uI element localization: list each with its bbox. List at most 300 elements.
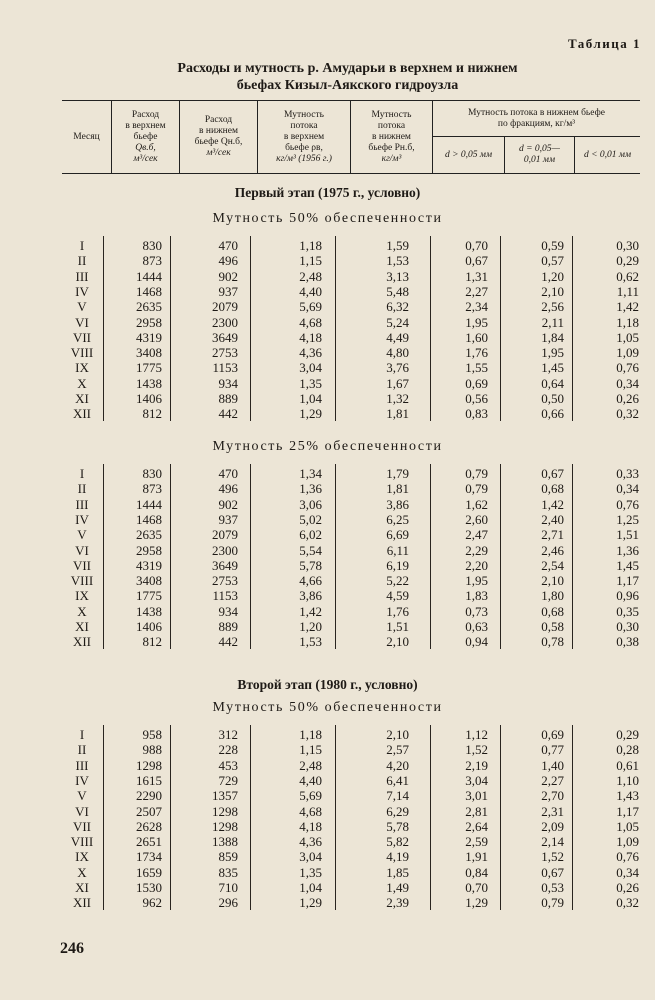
q-upper-cell: 1438 — [136, 603, 162, 619]
rho-upper-cell: 5,02 — [299, 511, 322, 527]
rho-lower-cell: 6,29 — [386, 803, 409, 819]
month-cell: III — [75, 268, 89, 284]
rho-upper-cell: 1,29 — [299, 895, 322, 911]
rho-lower-cell: 5,22 — [386, 573, 409, 589]
rho-upper-cell: 3,86 — [299, 588, 322, 604]
column-rule — [170, 236, 171, 421]
rho-upper-cell: 5,69 — [299, 788, 322, 804]
q-lower-cell: 889 — [218, 619, 238, 634]
frac-medium-cell: 0,50 — [541, 391, 564, 406]
frac-fine-cell: 1,09 — [616, 834, 639, 850]
frac-fine-cell: 0,38 — [616, 634, 639, 650]
q-upper-cell: 4319 — [136, 329, 162, 345]
q-lower-cell: 296 — [218, 895, 238, 911]
frac-medium-cell: 2,10 — [541, 283, 564, 299]
frac-coarse-cell: 1,95 — [465, 314, 488, 330]
q-upper-cell: 873 — [142, 253, 162, 269]
header-line: d = 0,05— — [519, 144, 560, 154]
month-cell: IX — [75, 849, 89, 865]
q-lower-cell: 496 — [218, 253, 238, 269]
rho-upper-cell: 3,04 — [299, 360, 322, 376]
frac-medium-cell: 2,56 — [541, 299, 564, 315]
frac-medium-cell: 2,54 — [541, 557, 564, 573]
q-lower-cell: 312 — [218, 727, 238, 742]
column-rule — [170, 725, 171, 910]
table-row — [0, 604, 655, 619]
frac-coarse-cell: 1,29 — [465, 895, 488, 911]
rho-lower-cell: 2,57 — [386, 742, 409, 758]
rho-lower-cell: 6,25 — [386, 511, 409, 527]
column-rule — [250, 464, 251, 649]
month-cell: III — [75, 757, 89, 773]
q-upper-cell: 812 — [142, 634, 162, 650]
frac-medium-cell: 0,64 — [541, 375, 564, 391]
rho-lower-cell: 1,67 — [386, 375, 409, 391]
month-cell: V — [77, 299, 87, 315]
month-cell: IX — [75, 360, 89, 376]
header-line: бьефе Qн.б, — [194, 137, 243, 147]
month-cell: II — [77, 742, 87, 758]
q-lower-cell: 470 — [218, 238, 238, 253]
header-line: Мутность — [371, 109, 412, 120]
month-cell: I — [79, 466, 85, 481]
frac-fine-cell: 0,33 — [616, 466, 639, 481]
rho-lower-cell: 1,81 — [386, 406, 409, 422]
q-upper-cell: 1298 — [136, 757, 162, 773]
frac-medium-cell: 1,84 — [541, 329, 564, 345]
table-row — [0, 834, 655, 849]
frac-fine-cell: 1,17 — [616, 573, 639, 589]
q-upper-cell: 1659 — [136, 864, 162, 880]
month-cell: IV — [75, 283, 89, 299]
column-rule — [572, 725, 573, 910]
q-upper-cell: 1615 — [136, 772, 162, 788]
table-title-line-2: бьефах Кизыл-Аякского гидроузла — [236, 78, 459, 93]
table-row — [0, 758, 655, 773]
rho-upper-cell: 1,18 — [299, 238, 322, 253]
q-lower-cell: 859 — [218, 849, 238, 865]
q-lower-cell: 1298 — [212, 803, 238, 819]
rho-upper-cell: 5,78 — [299, 557, 322, 573]
header-month — [62, 101, 112, 173]
frac-medium-cell: 0,59 — [541, 238, 564, 253]
q-upper-cell: 1468 — [136, 511, 162, 527]
header-line: Расход — [204, 115, 233, 125]
header-line: Мутность потока в нижнем бьефе — [468, 107, 605, 118]
column-rule — [103, 725, 104, 910]
frac-coarse-cell: 0,94 — [465, 634, 488, 650]
rho-upper-cell: 4,68 — [299, 803, 322, 819]
frac-medium-cell: 0,78 — [541, 634, 564, 650]
month-cell: I — [79, 238, 85, 253]
column-rule — [335, 725, 336, 910]
frac-fine-cell: 0,76 — [616, 496, 639, 512]
rho-upper-cell: 4,40 — [299, 283, 322, 299]
q-lower-cell: 1153 — [212, 588, 238, 604]
q-lower-cell: 228 — [218, 742, 238, 758]
month-cell: X — [77, 603, 87, 619]
header-line: кг/м³ (1956 г.) — [276, 153, 332, 164]
rho-lower-cell: 1,79 — [386, 466, 409, 481]
q-lower-cell: 1153 — [212, 360, 238, 376]
frac-coarse-cell: 1,31 — [465, 268, 488, 284]
q-upper-cell: 1775 — [136, 588, 162, 604]
table-row — [0, 330, 655, 345]
frac-fine-cell: 0,29 — [616, 253, 639, 269]
table-row — [0, 512, 655, 527]
month-cell: V — [77, 788, 87, 804]
frac-medium-cell: 0,57 — [541, 253, 564, 269]
month-cell: X — [77, 375, 87, 391]
header-line: потока — [377, 120, 406, 131]
rho-lower-cell: 1,59 — [386, 238, 409, 253]
frac-coarse-cell: 0,63 — [465, 619, 488, 634]
q-lower-cell: 937 — [218, 283, 238, 299]
rho-lower-cell: 3,86 — [386, 496, 409, 512]
frac-coarse-cell: 2,81 — [465, 803, 488, 819]
rho-lower-cell: 2,10 — [386, 634, 409, 650]
header-frac-coarse — [433, 137, 505, 173]
table-row — [0, 269, 655, 284]
rho-upper-cell: 4,66 — [299, 573, 322, 589]
frac-medium-cell: 2,11 — [541, 314, 564, 330]
q-upper-cell: 812 — [142, 406, 162, 422]
frac-coarse-cell: 2,47 — [465, 527, 488, 543]
frac-medium-cell: 1,42 — [541, 496, 564, 512]
frac-medium-cell: 1,40 — [541, 757, 564, 773]
table-row — [0, 543, 655, 558]
frac-fine-cell: 0,96 — [616, 588, 639, 604]
frac-medium-cell: 1,45 — [541, 360, 564, 376]
frac-medium-cell: 2,40 — [541, 511, 564, 527]
frac-fine-cell: 1,36 — [616, 542, 639, 558]
frac-coarse-cell: 0,79 — [465, 481, 488, 497]
month-cell: III — [75, 496, 89, 512]
frac-medium-cell: 1,95 — [541, 345, 564, 361]
frac-fine-cell: 1,25 — [616, 511, 639, 527]
frac-coarse-cell: 1,62 — [465, 496, 488, 512]
header-frac-coarse-label: d > 0,05 мм — [444, 149, 493, 160]
rho-upper-cell: 1,18 — [299, 727, 322, 742]
table-row — [0, 391, 655, 406]
q-lower-cell: 442 — [218, 406, 238, 422]
q-lower-cell: 1357 — [212, 788, 238, 804]
frac-fine-cell: 1,09 — [616, 345, 639, 361]
frac-coarse-cell: 2,59 — [465, 834, 488, 850]
frac-coarse-cell: 2,19 — [465, 757, 488, 773]
column-rule — [430, 236, 431, 421]
frac-medium-cell: 2,14 — [541, 834, 564, 850]
table-row — [0, 406, 655, 421]
frac-coarse-cell: 3,01 — [465, 788, 488, 804]
q-upper-cell: 1530 — [136, 880, 162, 895]
frac-medium-cell: 0,58 — [541, 619, 564, 634]
column-rule — [170, 464, 171, 649]
rho-lower-cell: 5,82 — [386, 834, 409, 850]
header-frac-medium — [505, 137, 575, 173]
header-line: Qв.б, — [135, 142, 156, 153]
header-fractions-group — [433, 101, 640, 137]
page-number: 246 — [60, 940, 84, 957]
q-upper-cell: 962 — [142, 895, 162, 911]
frac-medium-cell: 0,67 — [541, 466, 564, 481]
table-row — [0, 497, 655, 512]
frac-fine-cell: 0,76 — [616, 849, 639, 865]
month-cell: XII — [72, 406, 92, 422]
month-cell: II — [77, 481, 87, 497]
rho-lower-cell: 4,59 — [386, 588, 409, 604]
rho-lower-cell: 2,39 — [386, 895, 409, 911]
frac-coarse-cell: 1,60 — [465, 329, 488, 345]
rho-upper-cell: 2,48 — [299, 268, 322, 284]
month-cell: XI — [75, 391, 89, 406]
frac-medium-cell: 1,52 — [541, 849, 564, 865]
month-cell: I — [79, 727, 85, 742]
header-line: в верхнем — [125, 120, 166, 131]
table-row — [0, 804, 655, 819]
q-lower-cell: 1388 — [212, 834, 238, 850]
frac-coarse-cell: 0,70 — [465, 238, 488, 253]
month-cell: VII — [72, 329, 92, 345]
month-cell: VII — [72, 557, 92, 573]
table-row — [0, 253, 655, 268]
q-lower-cell: 2079 — [212, 299, 238, 315]
q-lower-cell: 453 — [218, 757, 238, 773]
rho-lower-cell: 1,49 — [386, 880, 409, 895]
frac-coarse-cell: 2,60 — [465, 511, 488, 527]
column-rule — [335, 464, 336, 649]
q-upper-cell: 4319 — [136, 557, 162, 573]
frac-fine-cell: 0,35 — [616, 603, 639, 619]
table-row — [0, 634, 655, 649]
frac-medium-cell: 2,27 — [541, 772, 564, 788]
header-line: бьефе — [133, 131, 158, 142]
frac-medium-cell: 0,66 — [541, 406, 564, 422]
frac-medium-cell: 2,71 — [541, 527, 564, 543]
frac-fine-cell: 1,11 — [616, 283, 639, 299]
frac-coarse-cell: 1,91 — [465, 849, 488, 865]
rho-upper-cell: 1,35 — [299, 375, 322, 391]
frac-medium-cell: 0,67 — [541, 864, 564, 880]
month-cell: VI — [75, 803, 89, 819]
table-row — [0, 788, 655, 803]
rho-upper-cell: 4,36 — [299, 345, 322, 361]
frac-medium-cell: 2,31 — [541, 803, 564, 819]
frac-fine-cell: 1,51 — [616, 527, 639, 543]
header-line: в нижнем — [372, 131, 411, 142]
q-lower-cell: 2300 — [212, 314, 238, 330]
rho-lower-cell: 4,80 — [386, 345, 409, 361]
frac-fine-cell: 0,34 — [616, 375, 639, 391]
q-lower-cell: 470 — [218, 466, 238, 481]
rho-lower-cell: 6,32 — [386, 299, 409, 315]
q-lower-cell: 442 — [218, 634, 238, 650]
header-line: м³/сек — [133, 153, 158, 164]
table-row — [0, 466, 655, 481]
rho-upper-cell: 3,04 — [299, 849, 322, 865]
frac-fine-cell: 1,43 — [616, 788, 639, 804]
frac-medium-cell: 0,77 — [541, 742, 564, 758]
table-row — [0, 360, 655, 375]
table-row — [0, 619, 655, 634]
rho-upper-cell: 1,15 — [299, 253, 322, 269]
column-rule — [103, 464, 104, 649]
frac-coarse-cell: 1,52 — [465, 742, 488, 758]
stage-heading: Второй этап (1980 г., условно) — [237, 677, 418, 692]
table-row — [0, 558, 655, 573]
rho-upper-cell: 5,69 — [299, 299, 322, 315]
frac-medium-cell: 2,46 — [541, 542, 564, 558]
frac-fine-cell: 0,32 — [616, 406, 639, 422]
frac-coarse-cell: 0,69 — [465, 375, 488, 391]
section-subtitle: Мутность 25% обеспеченности — [212, 439, 443, 454]
q-upper-cell: 1444 — [136, 496, 162, 512]
q-upper-cell: 958 — [142, 727, 162, 742]
q-lower-cell: 934 — [218, 603, 238, 619]
q-upper-cell: 830 — [142, 238, 162, 253]
frac-coarse-cell: 2,29 — [465, 542, 488, 558]
q-upper-cell: 1406 — [136, 391, 162, 406]
q-upper-cell: 2628 — [136, 818, 162, 834]
table-row — [0, 573, 655, 588]
header-line: потока — [290, 120, 318, 131]
rho-upper-cell: 4,40 — [299, 772, 322, 788]
column-rule — [103, 236, 104, 421]
rho-upper-cell: 3,06 — [299, 496, 322, 512]
month-cell: VI — [75, 542, 89, 558]
rho-lower-cell: 6,19 — [386, 557, 409, 573]
q-upper-cell: 988 — [142, 742, 162, 758]
stage-heading: Первый этап (1975 г., условно) — [234, 185, 421, 200]
frac-coarse-cell: 2,20 — [465, 557, 488, 573]
header-month-label: Месяц — [73, 131, 100, 142]
column-rule — [430, 464, 431, 649]
table-header — [62, 100, 640, 174]
header-line: в нижнем — [199, 126, 238, 136]
header-line: кг/м³ — [381, 153, 402, 164]
table-row — [0, 527, 655, 542]
section-subtitle: Мутность 50% обеспеченности — [212, 700, 443, 715]
frac-coarse-cell: 0,56 — [465, 391, 488, 406]
rho-lower-cell: 4,49 — [386, 329, 409, 345]
month-cell: VIII — [70, 573, 94, 589]
q-upper-cell: 3408 — [136, 345, 162, 361]
frac-coarse-cell: 1,83 — [465, 588, 488, 604]
rho-lower-cell: 3,76 — [386, 360, 409, 376]
rho-lower-cell: 5,78 — [386, 818, 409, 834]
q-upper-cell: 2651 — [136, 834, 162, 850]
rho-lower-cell: 1,51 — [386, 619, 409, 634]
frac-coarse-cell: 0,73 — [465, 603, 488, 619]
header-line: Расход — [131, 109, 160, 120]
rho-lower-cell: 1,81 — [386, 481, 409, 497]
rho-lower-cell: 5,48 — [386, 283, 409, 299]
frac-fine-cell: 0,29 — [616, 727, 639, 742]
q-lower-cell: 2079 — [212, 527, 238, 543]
header-line: в верхнем — [283, 131, 325, 142]
month-cell: X — [77, 864, 87, 880]
q-upper-cell: 3408 — [136, 573, 162, 589]
rho-upper-cell: 1,35 — [299, 864, 322, 880]
q-upper-cell: 1444 — [136, 268, 162, 284]
frac-fine-cell: 0,28 — [616, 742, 639, 758]
rho-upper-cell: 1,29 — [299, 406, 322, 422]
table-title-line-1: Расходы и мутность р. Амударьи в верхнем и нижнем — [177, 61, 518, 76]
q-lower-cell: 902 — [218, 268, 238, 284]
rho-upper-cell: 1,53 — [299, 634, 322, 650]
rho-lower-cell: 1,76 — [386, 603, 409, 619]
column-rule — [572, 236, 573, 421]
frac-coarse-cell: 0,79 — [465, 466, 488, 481]
q-upper-cell: 1468 — [136, 283, 162, 299]
frac-coarse-cell: 3,04 — [465, 772, 488, 788]
month-cell: VIII — [70, 345, 94, 361]
table-title — [60, 60, 635, 94]
frac-fine-cell: 0,26 — [616, 391, 639, 406]
table-row — [0, 238, 655, 253]
frac-fine-cell: 0,62 — [616, 268, 639, 284]
rho-lower-cell: 2,10 — [386, 727, 409, 742]
month-cell: IV — [75, 511, 89, 527]
q-upper-cell: 830 — [142, 466, 162, 481]
frac-fine-cell: 1,17 — [616, 803, 639, 819]
q-lower-cell: 2753 — [212, 345, 238, 361]
column-rule — [430, 725, 431, 910]
frac-coarse-cell: 1,95 — [465, 573, 488, 589]
header-line: бьефе ρв, — [285, 142, 323, 153]
rho-lower-cell: 7,14 — [386, 788, 409, 804]
table-row — [0, 773, 655, 788]
header-line: по фракциям, кг/м³ — [497, 118, 576, 129]
frac-medium-cell: 1,20 — [541, 268, 564, 284]
rho-upper-cell: 1,42 — [299, 603, 322, 619]
rho-lower-cell: 4,20 — [386, 757, 409, 773]
frac-fine-cell: 1,45 — [616, 557, 639, 573]
header-q-lower — [180, 101, 258, 173]
table-row — [0, 727, 655, 742]
frac-fine-cell: 0,61 — [616, 757, 639, 773]
table-label: Таблица 1 — [567, 36, 641, 51]
frac-fine-cell: 1,18 — [616, 314, 639, 330]
header-line: 0,01 мм — [523, 155, 556, 165]
frac-coarse-cell: 1,76 — [465, 345, 488, 361]
frac-medium-cell: 2,09 — [541, 818, 564, 834]
month-cell: XII — [72, 634, 92, 650]
frac-coarse-cell: 1,55 — [465, 360, 488, 376]
header-rho-upper — [258, 101, 351, 173]
q-upper-cell: 1406 — [136, 619, 162, 634]
frac-fine-cell: 0,76 — [616, 360, 639, 376]
rho-upper-cell: 2,48 — [299, 757, 322, 773]
table-row — [0, 299, 655, 314]
month-cell: VIII — [70, 834, 94, 850]
q-lower-cell: 3649 — [212, 329, 238, 345]
month-cell: VII — [72, 818, 92, 834]
frac-medium-cell: 0,68 — [541, 603, 564, 619]
rho-upper-cell: 4,18 — [299, 329, 322, 345]
frac-coarse-cell: 0,83 — [465, 406, 488, 422]
header-line: Мутность — [284, 109, 324, 120]
rho-lower-cell: 1,53 — [386, 253, 409, 269]
rho-lower-cell: 3,13 — [386, 268, 409, 284]
q-lower-cell: 496 — [218, 481, 238, 497]
month-cell: XI — [75, 880, 89, 895]
q-lower-cell: 889 — [218, 391, 238, 406]
rho-upper-cell: 4,68 — [299, 314, 322, 330]
q-lower-cell: 710 — [218, 880, 238, 895]
q-upper-cell: 2635 — [136, 299, 162, 315]
q-lower-cell: 934 — [218, 375, 238, 391]
